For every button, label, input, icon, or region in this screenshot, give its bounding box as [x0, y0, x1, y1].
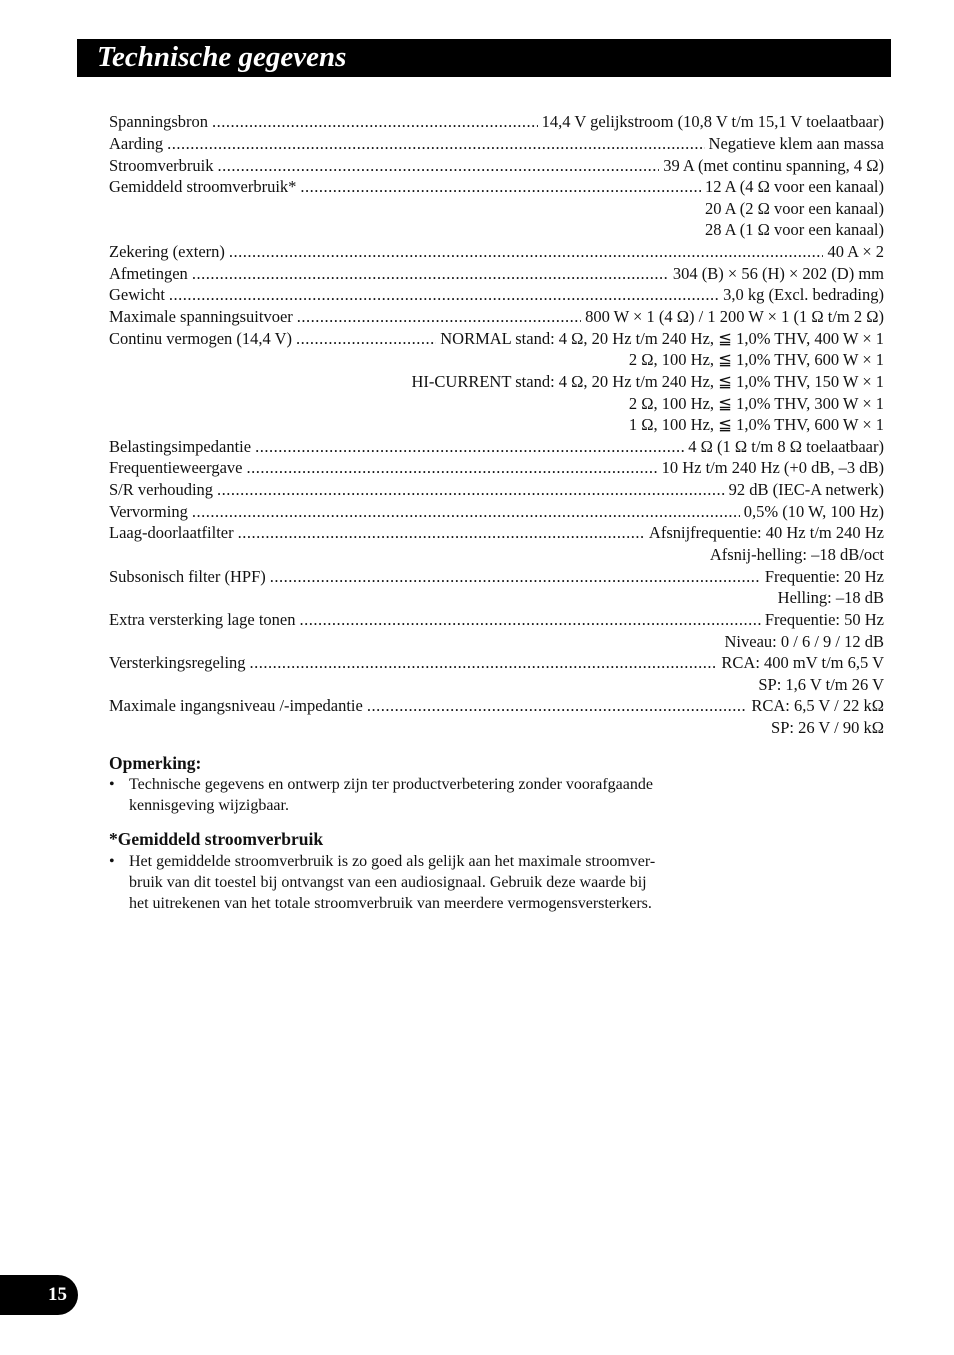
leader-dots — [192, 263, 669, 285]
spec-value: Negatieve klem aan massa — [708, 134, 884, 153]
spec-value: 14,4 V gelijkstroom (10,8 V t/m 15,1 V toelaatbaar) — [541, 112, 884, 131]
spec-continuation: SP: 1,6 V t/m 26 V — [758, 675, 884, 694]
spec-value: 12 A (4 Ω voor een kanaal) — [704, 177, 884, 196]
leader-dots — [255, 436, 684, 458]
spec-continuation: SP: 26 V / 90 kΩ — [771, 718, 884, 737]
spec-continuation: Afsnij-helling: –18 dB/oct — [709, 545, 884, 564]
spec-continuation: 20 A (2 Ω voor een kanaal) — [704, 199, 884, 218]
leader-dots — [218, 155, 660, 177]
spec-label: Continu vermogen (14,4 V) — [109, 329, 293, 348]
leader-dots — [229, 241, 824, 263]
spec-row — [109, 609, 884, 631]
leader-dots — [167, 133, 704, 155]
note-line: Het gemiddelde stroomverbruik is zo goed als gelijk aan het maximale stroomver- — [129, 853, 656, 870]
spec-row — [109, 501, 884, 523]
spec-row — [109, 457, 884, 479]
spec-row — [109, 263, 884, 285]
spec-value: 800 W × 1 (4 Ω) / 1 200 W × 1 (1 Ω t/m 2 Ω) — [585, 307, 884, 326]
spec-continuation: HI-CURRENT stand: 4 Ω, 20 Hz t/m 240 Hz, ≦ 1,0% THV, 150 W × 1 — [411, 372, 884, 391]
spec-continuation: 2 Ω, 100 Hz, ≦ 1,0% THV, 600 W × 1 — [628, 350, 884, 369]
note-line: het uitrekenen van het totale stroomverbruik van meerdere vermogensversterkers. — [129, 895, 652, 912]
spec-value: NORMAL stand: 4 Ω, 20 Hz t/m 240 Hz, ≦ 1,0% THV, 400 W × 1 — [440, 329, 884, 348]
leader-dots — [238, 522, 645, 544]
spec-row — [109, 479, 884, 501]
page-title: Technische gegevens — [97, 41, 347, 73]
spec-label: Vervorming — [109, 502, 188, 521]
spec-value: 39 A (met continu spanning, 4 Ω) — [663, 156, 884, 175]
spec-value: Frequentie: 50 Hz — [764, 610, 884, 629]
leader-dots — [212, 111, 538, 133]
spec-row — [109, 284, 884, 306]
spec-row — [109, 241, 884, 263]
spec-label: Belastingsimpedantie — [109, 437, 252, 456]
spec-row — [109, 111, 884, 133]
avg-note-bullet-item — [109, 851, 769, 914]
spec-label: Afmetingen — [109, 264, 188, 283]
spec-row — [109, 328, 884, 350]
spec-row — [109, 133, 884, 155]
page-number: 15 — [48, 1284, 67, 1305]
spec-label: Gewicht — [109, 285, 165, 304]
spec-continuation: Niveau: 0 / 6 / 9 / 12 dB — [724, 632, 884, 651]
spec-label: Aarding — [109, 134, 164, 153]
spec-value: 4 Ω (1 Ω t/m 8 Ω toelaatbaar) — [688, 437, 884, 456]
leader-dots — [169, 284, 719, 306]
leader-dots — [296, 328, 436, 350]
leader-dots — [246, 457, 657, 479]
bullet-marker: • — [109, 853, 115, 870]
spec-label: Laag-doorlaatfilter — [109, 523, 234, 542]
spec-row — [109, 436, 884, 458]
note-line: bruik van dit toestel bij ontvangst van een audiosignaal. Gebruik deze waarde bij — [129, 874, 647, 891]
leader-dots — [192, 501, 740, 523]
spec-value: 10 Hz t/m 240 Hz (+0 dB, –3 dB) — [661, 458, 884, 477]
spec-label: Subsonisch filter (HPF) — [109, 567, 266, 586]
leader-dots — [217, 479, 725, 501]
note-bullet-item — [109, 774, 769, 816]
spec-row — [109, 566, 884, 588]
spec-continuation: 1 Ω, 100 Hz, ≦ 1,0% THV, 600 W × 1 — [628, 415, 884, 434]
spec-label: S/R verhouding — [109, 480, 214, 499]
bullet-marker: • — [109, 776, 115, 793]
note-line: kennisgeving wijzigbaar. — [129, 797, 289, 814]
spec-value: RCA: 6,5 V / 22 kΩ — [751, 696, 884, 715]
spec-label: Maximale ingangsniveau /-impedantie — [109, 696, 363, 715]
leader-dots — [270, 566, 761, 588]
spec-row — [109, 522, 884, 544]
leader-dots — [300, 176, 701, 198]
spec-row — [109, 155, 884, 177]
note-heading: Opmerking: — [109, 753, 202, 773]
page-number-tab — [0, 1275, 78, 1315]
spec-continuation: Helling: –18 dB — [777, 588, 884, 607]
spec-continuation: 2 Ω, 100 Hz, ≦ 1,0% THV, 300 W × 1 — [628, 394, 884, 413]
spec-continuation: 28 A (1 Ω voor een kanaal) — [704, 220, 884, 239]
spec-row — [109, 695, 884, 717]
leader-dots — [367, 695, 747, 717]
spec-label: Extra versterking lage tonen — [109, 610, 296, 629]
spec-value: 0,5% (10 W, 100 Hz) — [743, 502, 884, 521]
note-line: Technische gegevens en ontwerp zijn ter productverbetering zonder voorafgaande — [129, 776, 653, 793]
spec-row — [109, 652, 884, 674]
spec-row — [109, 306, 884, 328]
spec-label: Zekering (extern) — [109, 242, 225, 261]
spec-value: 92 dB (IEC-A netwerk) — [728, 480, 884, 499]
section-title-bar — [77, 39, 891, 77]
spec-value: 40 A × 2 — [827, 242, 884, 261]
spec-value: 304 (B) × 56 (H) × 202 (D) mm — [672, 264, 884, 283]
leader-dots — [299, 609, 760, 631]
avg-note-heading: *Gemiddeld stroomverbruik — [109, 829, 324, 849]
spec-label: Spanningsbron — [109, 112, 208, 131]
spec-label: Maximale spanningsuitvoer — [109, 307, 293, 326]
leader-dots — [250, 652, 718, 674]
spec-row — [109, 176, 884, 198]
spec-value: Afsnijfrequentie: 40 Hz t/m 240 Hz — [648, 523, 884, 542]
spec-label: Stroomverbruik — [109, 156, 214, 175]
leader-dots — [297, 306, 581, 328]
spec-label: Versterkingsregeling — [109, 653, 246, 672]
spec-value: Frequentie: 20 Hz — [764, 567, 884, 586]
spec-value: RCA: 400 mV t/m 6,5 V — [721, 653, 884, 672]
spec-label: Frequentieweergave — [109, 458, 243, 477]
spec-label: Gemiddeld stroomverbruik* — [109, 177, 297, 196]
spec-value: 3,0 kg (Excl. bedrading) — [723, 285, 884, 304]
